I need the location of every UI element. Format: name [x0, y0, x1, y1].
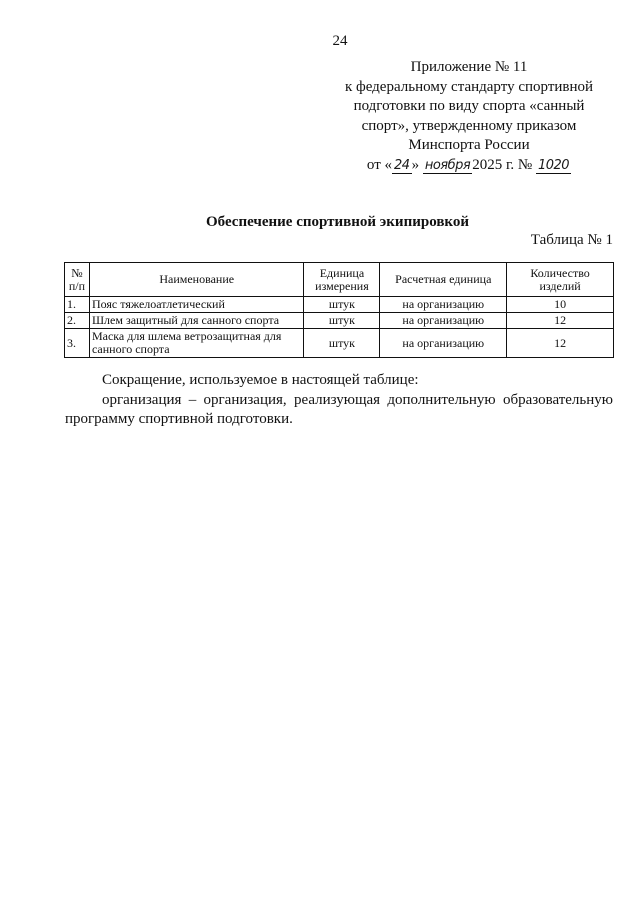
appendix-line: подготовки по виду спорта «санный — [353, 98, 585, 114]
row-calc-unit: на организацию — [380, 297, 507, 313]
row-num: 1. — [65, 297, 90, 313]
table-header-row — [65, 263, 614, 297]
order-quote-close: » — [411, 156, 420, 173]
row-quantity: 12 — [507, 313, 614, 329]
appendix-ministry: Минспорта России — [408, 137, 530, 153]
order-prefix: от « — [366, 156, 393, 173]
header-unit: Единица измерения — [304, 263, 380, 297]
appendix-line: спорт», утвержденному приказом — [361, 117, 577, 134]
row-quantity: 12 — [507, 329, 614, 358]
row-unit: штук — [304, 297, 380, 313]
row-num: 2. — [65, 313, 90, 329]
note-definition: организация – организация, реализующая дополнительную образовательную программу спортивной подготовки. — [65, 391, 613, 427]
row-name: Шлем защитный для санного спорта — [89, 313, 304, 329]
table-row — [65, 329, 614, 358]
header-quantity: Количество изделий — [507, 263, 614, 297]
row-name: Маска для шлема ветрозащитная для санного спорта — [89, 329, 304, 358]
table-row — [65, 313, 614, 329]
order-year: 2025 г. № — [472, 156, 533, 173]
header-calc-unit: Расчетная единица — [380, 263, 507, 297]
row-unit: штук — [304, 313, 380, 329]
table-number: Таблица № 1 — [530, 232, 613, 248]
abbreviation-note — [65, 371, 613, 430]
order-line — [340, 156, 598, 176]
note-intro: Сокращение, используемое в настоящей таблице: — [102, 372, 419, 388]
appendix-line: к федеральному стандарту спортивной — [344, 78, 594, 95]
order-number-handwritten: 1020 — [537, 157, 570, 173]
row-unit: штук — [304, 329, 380, 358]
equipment-table — [64, 262, 614, 358]
appendix-block — [340, 58, 598, 175]
page-number: 24 — [332, 33, 348, 49]
row-calc-unit: на организацию — [380, 313, 507, 329]
order-month-handwritten: ноября — [424, 157, 471, 173]
header-num: № п/п — [65, 263, 90, 297]
order-day-handwritten: 24 — [394, 157, 410, 173]
row-calc-unit: на организацию — [380, 329, 507, 358]
row-quantity: 10 — [507, 297, 614, 313]
appendix-title: Приложение № 11 — [410, 59, 528, 75]
table-row — [65, 297, 614, 313]
document-heading: Обеспечение спортивной экипировкой — [206, 214, 470, 230]
row-name: Пояс тяжелоатлетический — [89, 297, 304, 313]
row-num: 3. — [65, 329, 90, 358]
header-name: Наименование — [89, 263, 304, 297]
